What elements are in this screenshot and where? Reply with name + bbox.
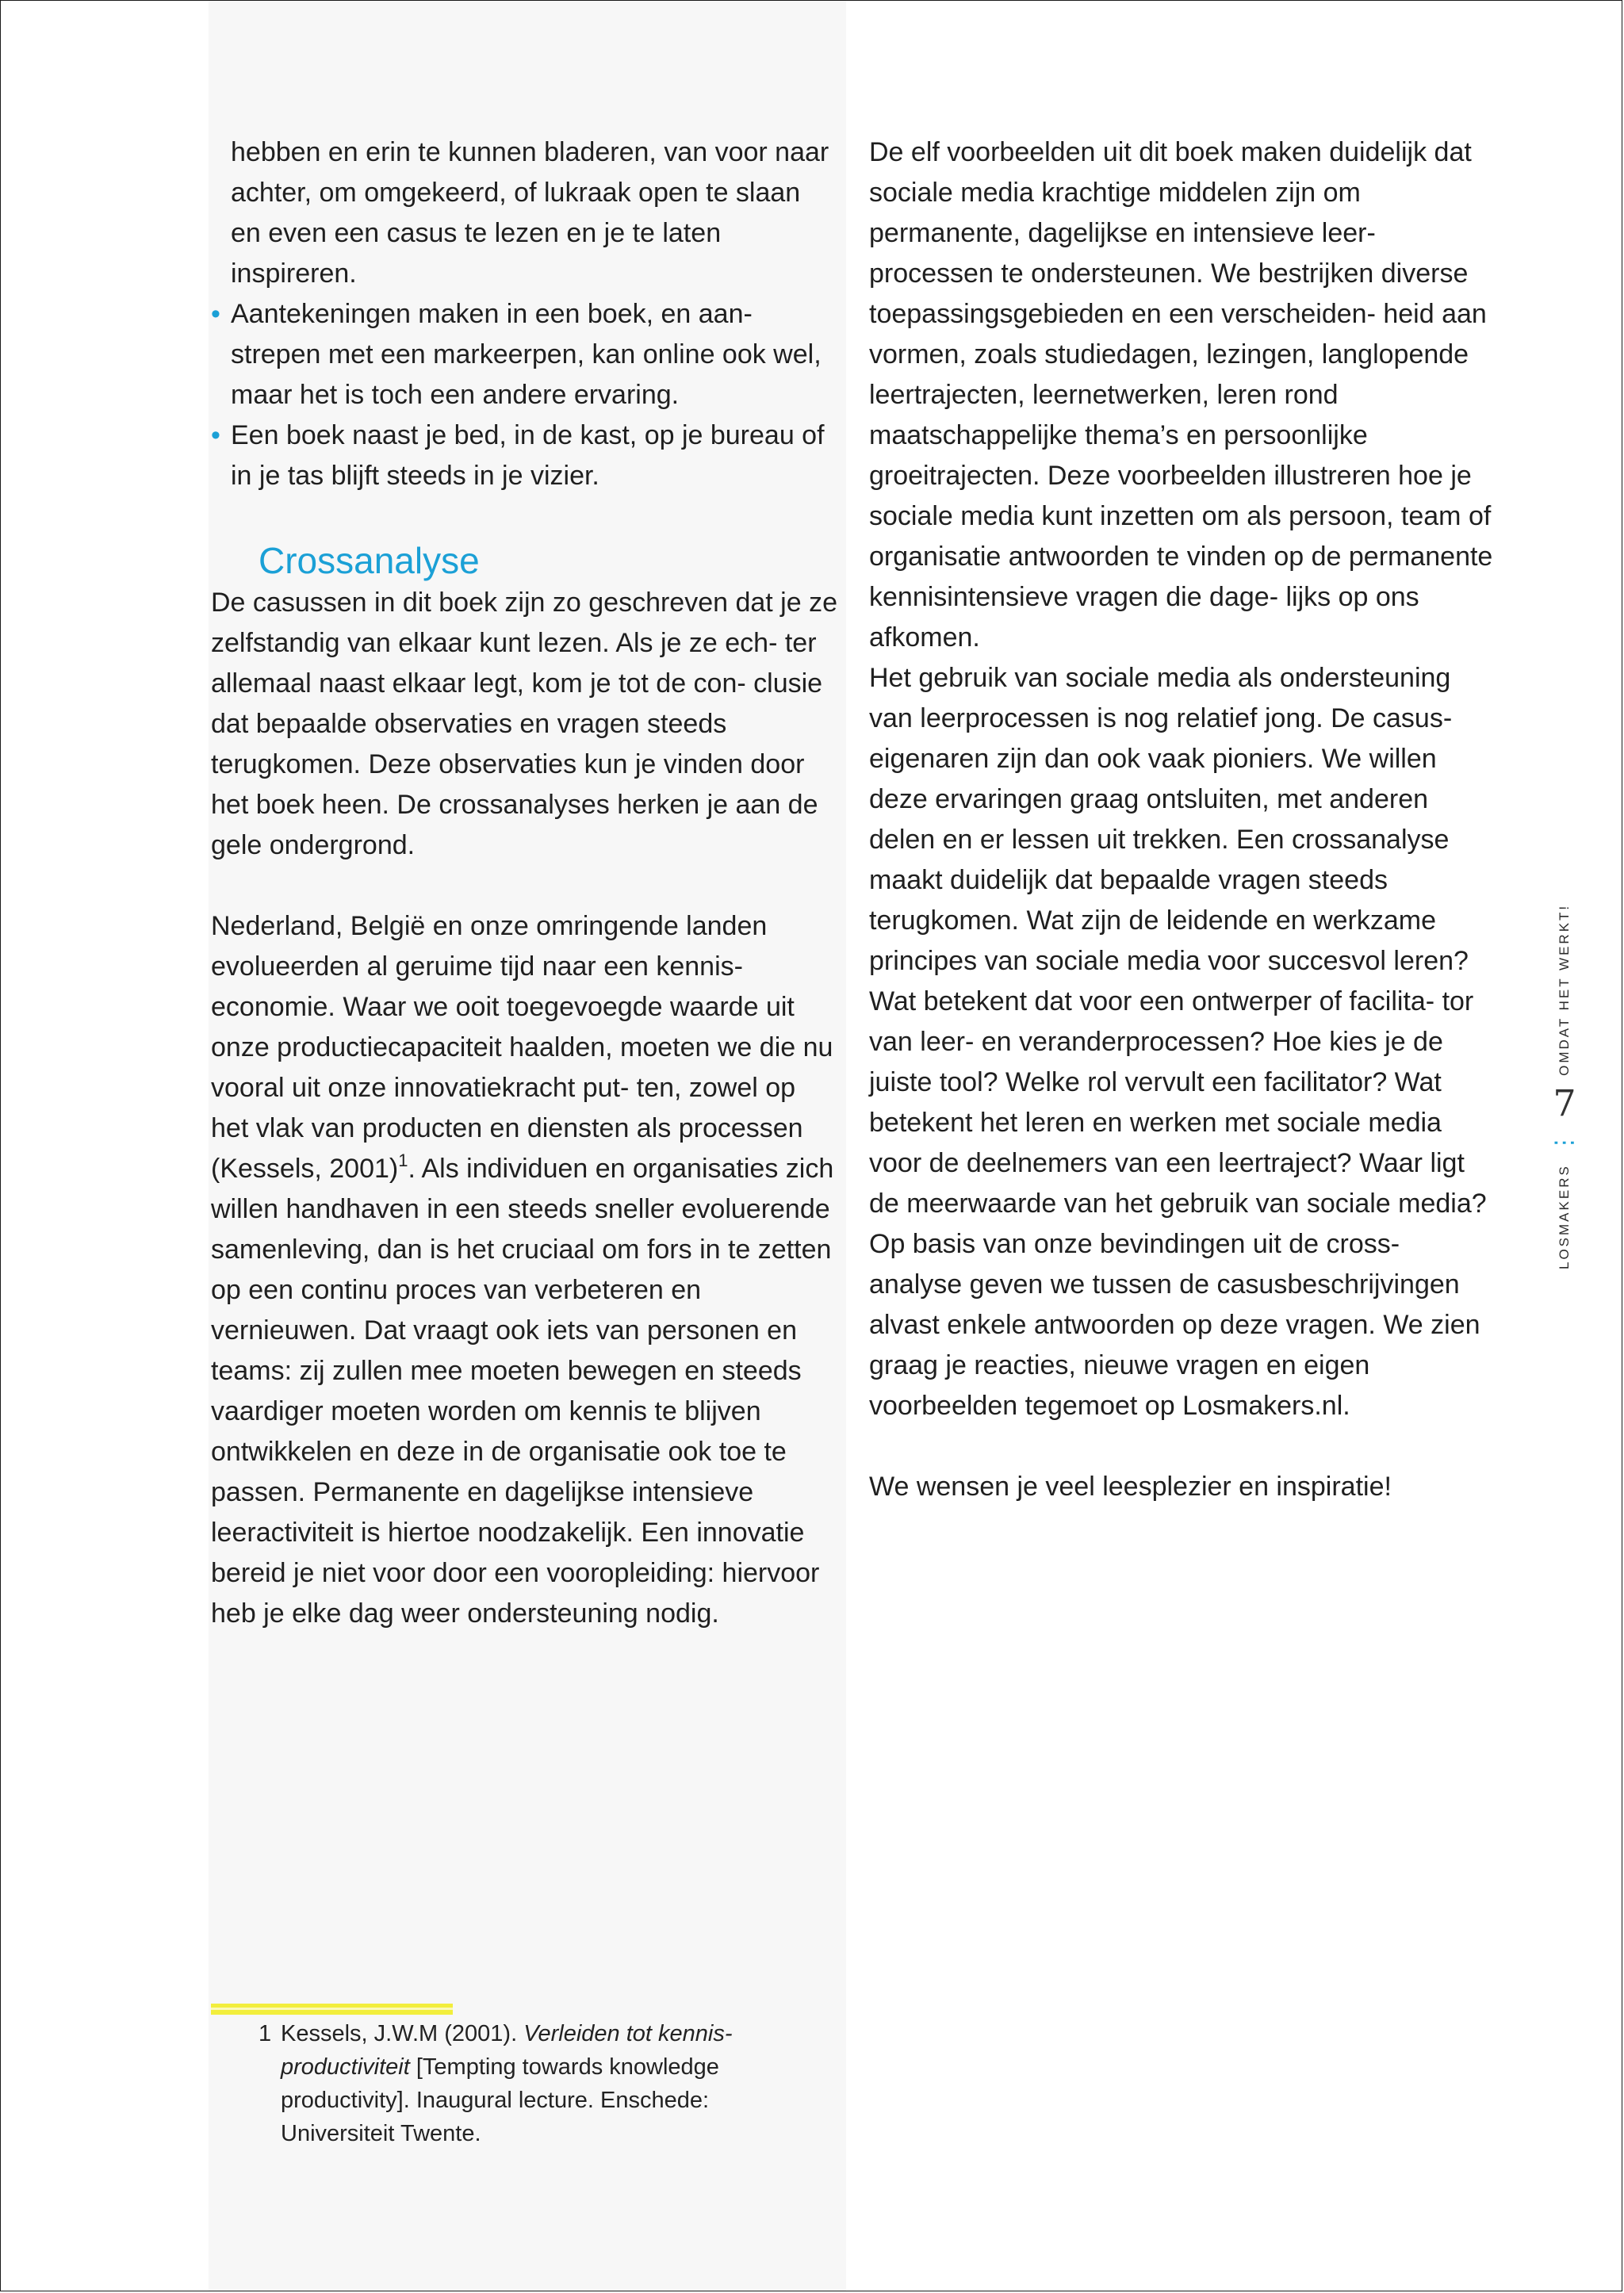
bullet-continuation: hebben en erin te kunnen bladeren, van voor naar achter, om omgekeerd, of lukraak open te slaan en even een casus te lezen en je te laten inspireren. [231, 137, 829, 289]
economy-text-start: Nederland, België en onze omringende landen evolueerden al geruime tijd naar een kennis- economie. Waar we ooit toegevoegde waarde uit onze productiecapaciteit haalden, moeten we die nu vooral uit onze innovatiekracht put- ten, zowel op het vlak van producten en diensten als processen (Kessels, 2001) [211, 911, 833, 1184]
footnote-rule [211, 2004, 453, 2015]
right-column [869, 132, 1496, 1507]
chapter-name: OMDAT HET WERKT! [1557, 903, 1572, 1076]
social-media-paragraph: Het gebruik van sociale media als ondersteuning van leerprocessen is nog relatief jong. De casus- eigenaren zijn dan ook vaak pioniers. We willen deze ervaringen graag ontsluiten, met anderen delen en er lessen uit trekken. Een crossanalyse maakt duidelijk dat bepaalde vragen steeds terugkomen. Wat zijn de leidende en werkzame principes van sociale media voor succesvol leren? Wat betekent dat voor een ontwerper of facilita- tor van leer- en veranderprocessen? Hoe kies je de juiste tool? Welke rol vervult een facilitator? Wat betekent het leren en werken met sociale media voor de deelnemers van een leertraject? Waar ligt de meerwaarde van het gebruik van sociale media? [869, 663, 1487, 1219]
bullet-item [211, 294, 837, 415]
examples-paragraph: De elf voorbeelden uit dit boek maken duidelijk dat sociale media krachtige middelen zijn om permanente, dagelijkse en intensieve leer- processen te ondersteunen. We bestrijken diverse toepassingsgebieden en een verscheiden- heid aan vormen, zoals studiedagen, lezingen, langlopende leertrajecten, leernetwerken, leren rond maatschappelijke thema’s en persoonlijke groeitrajecten. Deze voorbeelden illustreren hoe je sociale media kunt inzetten om als persoon, team of organisatie antwoorden te vinden op de permanente kennisintensieve vragen die dage- lijks op ons afkomen. [869, 137, 1493, 653]
section-heading: Crossanalyse [259, 540, 480, 581]
closing-line: We wensen je veel leesplezier en inspiratie! [869, 1472, 1392, 1502]
page-number: 7 [1553, 1081, 1576, 1125]
bullet-text: Aantekeningen maken in een boek, en aan- strepen met een markeerpen, kan online ook wel, maar het is toch een andere ervaring. [231, 299, 822, 410]
running-head [1543, 904, 1586, 1269]
bullet-dot-icon: • [211, 420, 220, 450]
bullet-dot-icon: • [211, 299, 220, 329]
footnote-title: Verleiden tot kennis- productiviteit [281, 2021, 733, 2080]
findings-paragraph: Op basis van onze bevindingen uit de cross- analyse geven we tussen de casusbeschrijvingen alvast enkele antwoorden op deze vragen. We zien graag je reacties, nieuwe vragen en eigen voorbeelden tegemoet op Losmakers.nl. [869, 1229, 1480, 1421]
paragraph-spacer [869, 1426, 1496, 1467]
series-name: LOSMAKERS [1557, 1164, 1572, 1269]
bullet-list [211, 294, 837, 496]
footnote-details: [Tempting towards knowledge productivity]. Inaugural lecture. Enschede: Universiteit Twente. [281, 2054, 719, 2146]
economy-text-end: . Als individuen en organisaties zich willen handhaven in een steeds sneller evoluerende samenleving, dan is het cruciaal om fors in te zetten op een continu proces van verbeteren en vernieuwen. Dat vraagt ook iets van personen en teams: zij zullen mee moeten bewegen en steeds vaardiger moeten worden om kennis te blijven ontwikkelen en deze in de organisatie ook toe te passen. Permanente en dagelijkse intensieve leeractiviteit is hiertoe noodzakelijk. Een innovatie bereid je niet voor door een vooropleiding: hiervoor heb je elke dag weer ondersteuning nodig. [211, 1154, 834, 1629]
paragraph-spacer [211, 866, 837, 906]
bullet-text: Een boek naast je bed, in de kast, op je bureau of in je tas blijft steeds in je vizier. [231, 420, 825, 491]
left-column [211, 132, 837, 1634]
footnote-reference: 1 [398, 1150, 408, 1170]
footnote-number: 1 [259, 2021, 272, 2046]
bullet-item [211, 415, 837, 496]
footnote [259, 2017, 806, 2150]
crossanalyse-paragraph: De casussen in dit boek zijn zo geschreven dat je ze zelfstandig van elkaar kunt lezen. Als je ze ech- ter allemaal naast elkaar legt, kom je tot de con- clusie dat bepaalde observaties en vragen steeds terugkomen. Deze observaties kun je vinden door het boek heen. De crossanalyses herken je aan de gele ondergrond. [211, 588, 838, 860]
separator-dots-icon: ⋮ [1551, 1131, 1577, 1155]
economy-paragraph [211, 906, 837, 1634]
footnote-author: Kessels, J.W.M (2001). [281, 2021, 518, 2046]
